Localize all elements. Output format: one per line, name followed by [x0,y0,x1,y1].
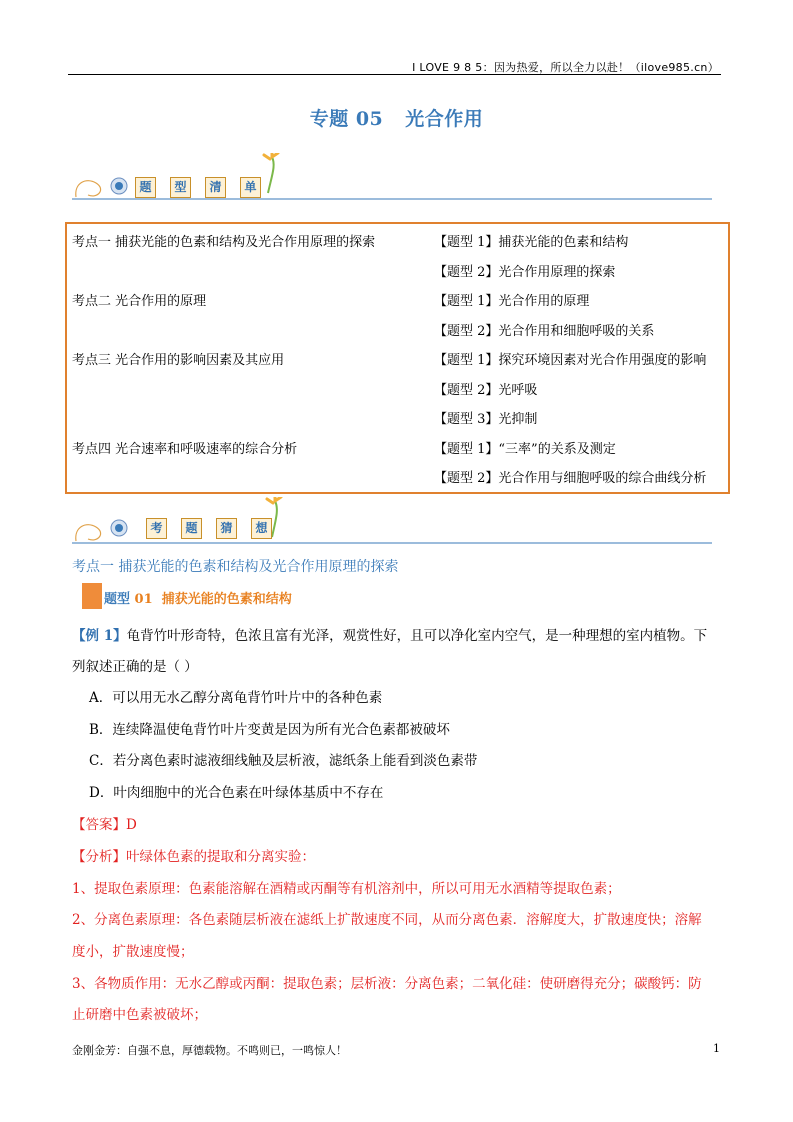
answer-value: D [126,817,137,833]
analysis-head [72,847,315,867]
footer-motto: 金刚金芳：自强不息，厚德载物。不鸣则已，一鸣惊人！ [72,1044,347,1057]
banner-char: 题 [181,518,202,539]
qtype-number: 01 [134,592,153,607]
analysis-line: 1、提取色素原理：色素能溶解在酒精或丙酮等有机溶剂中，所以可用无水酒精等提取色素； [72,881,621,897]
answer-tag: 【答案】 [72,817,126,833]
banner-char: 想 [251,518,272,539]
example-tag: 【例 1】 [72,628,127,644]
banner-decoration-icon [72,497,712,545]
page-number: 1 [713,1042,720,1055]
qtype-marker [82,583,102,609]
banner-decoration-icon [72,153,712,201]
toc-topic: 考点四 光合速率和呼吸速率的综合分析 [72,442,298,457]
toc-qtype: 【题型 3】光抑制 [434,412,538,427]
analysis-tag: 【分析】 [72,849,126,865]
banner-char: 题 [135,177,156,198]
page-title [0,104,793,131]
answer [72,815,137,835]
toc-qtype: 【题型 1】探究环境因素对光合作用强度的影响 [434,353,707,368]
analysis-line: 度小，扩散速度慢； [72,944,194,960]
toc-qtype: 【题型 1】“三率”的关系及测定 [434,442,616,457]
example-stem [72,626,722,646]
analysis-title: 叶绿体色素的提取和分离实验： [126,849,315,865]
banner-question-guess [72,497,712,545]
toc-topic: 考点二 光合作用的原理 [72,294,207,309]
toc-qtype: 【题型 2】光合作用原理的探索 [434,265,616,280]
option-b: B．连续降温使龟背竹叶片变黄是因为所有光合色素都被破坏 [89,722,450,738]
title-text: 光合作用 [405,108,484,130]
banner-char: 猜 [216,518,237,539]
banner-char: 单 [240,177,261,198]
example-line2: 列叙述正确的是（ ） [72,659,198,675]
section-title: 考点一 捕获光能的色素和结构及光合作用原理的探索 [72,559,399,575]
header-rule [68,74,721,75]
header-slogan: I LOVE 9 8 5：因为热爱，所以全力以赴！（ilove985.cn） [412,61,719,74]
analysis-line: 3、各物质作用：无水乙醇或丙酮：提取色素；层析液：分离色素；二氧化硅：使研磨得充分；碳酸钙：防 [72,976,702,992]
toc-topic: 考点三 光合作用的影响因素及其应用 [72,353,285,368]
toc-box [65,222,730,494]
banner-char: 清 [205,177,226,198]
analysis-line: 2、分离色素原理：各色素随层析液在滤纸上扩散速度不同，从而分离色素．溶解度大，扩散速度快；溶解 [72,912,702,928]
title-number: 专题 05 [309,108,384,130]
banner-char: 型 [170,177,191,198]
option-c: C．若分离色素时滤液细线触及层析液，滤纸条上能看到淡色素带 [89,753,478,769]
toc-qtype: 【题型 2】光合作用与细胞呼吸的综合曲线分析 [434,471,707,486]
banner-char: 考 [146,518,167,539]
toc-topic: 考点一 捕获光能的色素和结构及光合作用原理的探索 [72,235,376,250]
toc-qtype: 【题型 1】光合作用的原理 [434,294,590,309]
qtype-text: 捕获光能的色素和结构 [161,592,292,607]
banner-question-list [72,153,712,201]
toc-qtype: 【题型 2】光合作用和细胞呼吸的关系 [434,324,655,339]
option-d: D．叶肉细胞中的光合色素在叶绿体基质中不存在 [89,785,384,801]
example-line1: 龟背竹叶形奇特，色浓且富有光泽，观赏性好，且可以净化室内空气，是一种理想的室内植物。下 [126,628,708,644]
option-a: A．可以用无水乙醇分离龟背竹叶片中的各种色素 [89,690,383,706]
toc-qtype: 【题型 2】光呼吸 [434,383,538,398]
qtype-prefix: 题型 [104,592,131,607]
toc-qtype: 【题型 1】捕获光能的色素和结构 [434,235,629,250]
analysis-line: 止研磨中色素被破坏； [72,1007,207,1023]
